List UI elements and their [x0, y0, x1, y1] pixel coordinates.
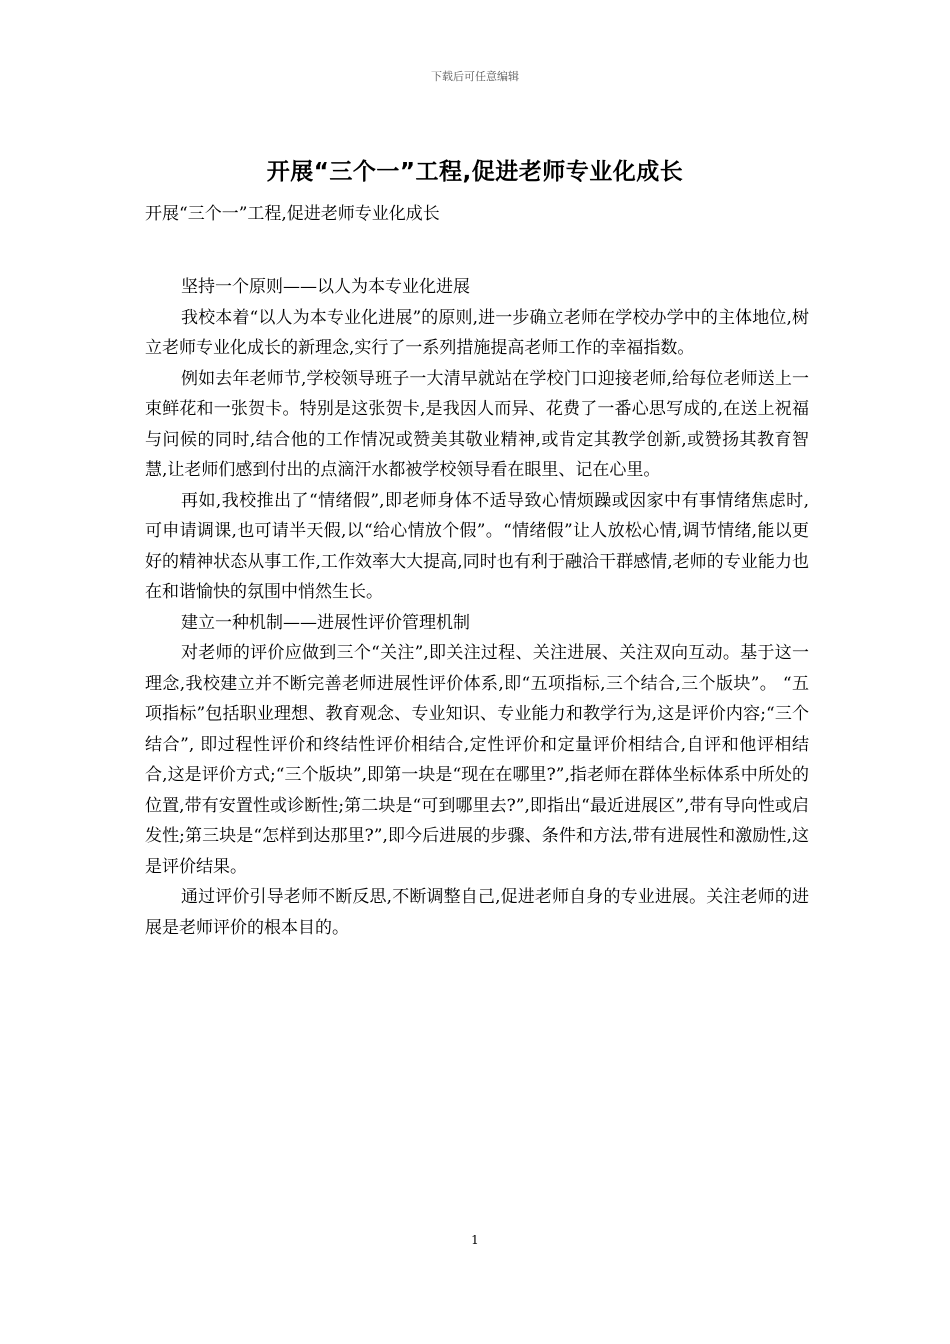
body-paragraph: 再如,我校推出了“情绪假”,即老师身体不适导致心情烦躁或因家中有事情绪焦虑时,可申请调课,也可请半天假,以“给心情放个假”。“情绪假”让人放松心情,调节情绪,能以更好的精神状态从事工作,工作效率大大提高,同时也有利于融洽干群感情,老师的专业能力也在和谐愉快的氛围中悄然生长。: [145, 490, 809, 602]
document-title: 开展“三个一”工程,促进老师专业化成长: [266, 159, 684, 185]
section-heading-principle: 坚持一个原则——以人为本专业化进展: [181, 277, 470, 297]
body-paragraph: 对老师的评价应做到三个“关注”,即关注过程、关注进展、关注双向互动。基于这一理念,我校建立并不断完善老师进展性评价体系,即“五项指标,三个结合,三个版块”。 “五项指标”包括职业理想、教育观念、专业知识、专业能力和教学行为,这是评价内容;“三个结合”, 即过程性评价和终结性评价相结合,定性评价和定量评价相结合,自评和他评相结合,这是评价方式;“三个版块”,即第一块是“现在在哪里?”,指老师在群体坐标体系中所处的位置,带有安置性或诊断性;第二块是“可到哪里去?”,即指出“最近进展区”,带有导向性或启发性;第三块是“怎样到达那里?”,即今后进展的步骤、条件和方法,带有进展性和激励性,这是评价结果。: [145, 643, 809, 877]
body-paragraph: 我校本着“以人为本专业化进展”的原则,进一步确立老师在学校办学中的主体地位,树立老师专业化成长的新理念,实行了一系列措施提高老师工作的幸福指数。: [145, 307, 809, 358]
section-heading-mechanism: 建立一种机制——进展性评价管理机制: [181, 612, 470, 633]
body-paragraph: 例如去年老师节,学校领导班子一大清早就站在学校门口迎接老师,给每位老师送上一束鲜花和一张贺卡。特别是这张贺卡,是我因人而异、花费了一番心思写成的,在送上祝福与问候的同时,结合他的工作情况或赞美其敬业精神,或肯定其教学创新,或赞扬其教育智慧,让老师们感到付出的点滴汗水都被学校领导看在眼里、记在心里。: [145, 368, 809, 480]
page-header: 下载后可任意编辑: [431, 70, 519, 83]
document-body: [145, 272, 809, 943]
document-subtitle: 开展“三个一”工程,促进老师专业化成长: [145, 204, 440, 224]
body-paragraph: 通过评价引导老师不断反思,不断调整自己,促进老师自身的专业进展。关注老师的进展是老师评价的根本目的。: [145, 887, 809, 938]
page-number: 1: [471, 1233, 479, 1247]
